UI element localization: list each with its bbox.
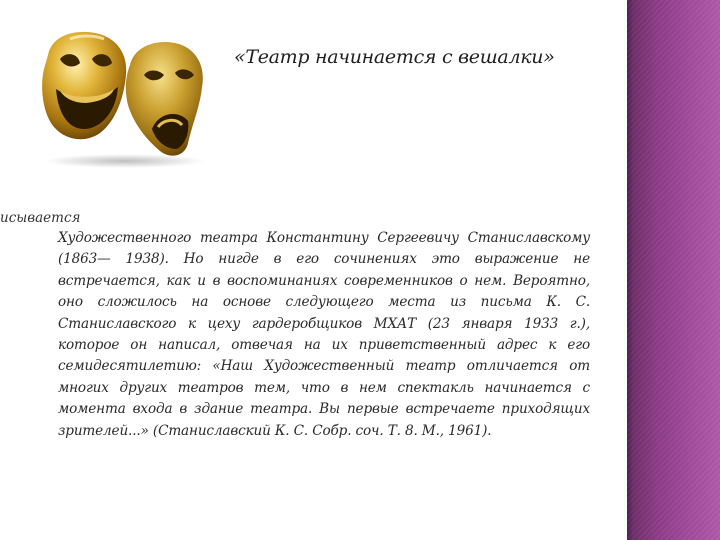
body-paragraph: Художественного театра Константину Сергеевичу Станиславскому (1863— 1938). Но нигде в его сочинениях это выражение не встречается, как и в воспоминаниях современников о нем. Вероятно, оно сложилось на основе следующего места из письма К. С. Станиславского к цеху гардеробщиков МХАТ (23 января 1933 г.), которое он написал, отвечая на их приветственный адрес к его семидесятилетию: «Наш Художественный театр отличается от многих других театров тем, что в нем спектакль начинается с момента входа в здание театра. Вы первые встречаете приходящих зрителей...» (Станиславский К. С. Собр. соч. Т. 8. М., 1961). (58, 230, 590, 439)
theatre-masks-image (30, 25, 210, 170)
slide-title: «Театр начинается с вешалки» (234, 46, 555, 68)
clipped-text-fragment: исывается (0, 210, 81, 226)
purple-decorative-band (627, 0, 720, 540)
tragedy-mask-icon (126, 42, 203, 156)
comedy-mask-icon (42, 32, 126, 139)
